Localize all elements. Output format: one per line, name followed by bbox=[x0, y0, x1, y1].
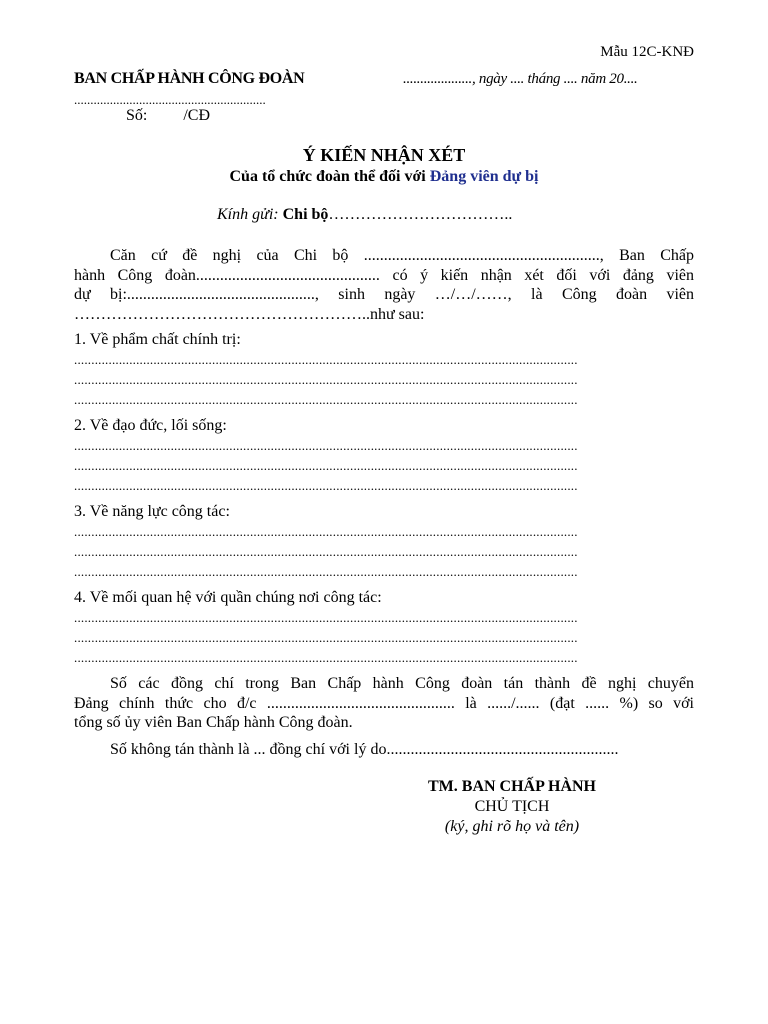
intro-line-4: ………………………………………………..như sau: bbox=[74, 305, 425, 323]
recipient-label: Kính gửi: bbox=[217, 206, 279, 223]
disapproval-paragraph bbox=[74, 740, 694, 760]
section-heading-1: 1. Về phẩm chất chính trị: bbox=[74, 331, 241, 348]
subtitle-highlight: Đảng viên dự bị bbox=[429, 168, 539, 185]
organization-name: BAN CHẤP HÀNH CÔNG ĐOÀN bbox=[74, 70, 305, 87]
section-4-line-3: .................................................................................................................................................. bbox=[74, 650, 578, 665]
approval-line-2: Đảng chính thức cho đ/c ............................................... là ....../...... (đạt ...... %) so với bbox=[74, 694, 694, 712]
section-1-line-1: .................................................................................................................................................. bbox=[74, 352, 578, 367]
approval-line-3: tổng số ủy viên Ban Chấp hành Công đoàn. bbox=[74, 714, 353, 731]
intro-line-1: Căn cứ đề nghị của Chi bộ ..........................................................., Ban Chấp bbox=[110, 247, 694, 264]
document-number-label: Số: bbox=[126, 107, 148, 124]
recipient-name: Chi bộ bbox=[282, 206, 329, 223]
signature-title: TM. BAN CHẤP HÀNH bbox=[428, 778, 596, 795]
section-4-line-1: .................................................................................................................................................. bbox=[74, 610, 578, 625]
section-3-line-1: .................................................................................................................................................. bbox=[74, 524, 578, 539]
intro-line-2: hành Công đoàn.............................................. có ý kiến nhận xét đối với đảng viên bbox=[74, 266, 694, 284]
section-2-line-2: .................................................................................................................................................. bbox=[74, 458, 578, 473]
document-subtitle bbox=[74, 168, 694, 186]
intro-line-3: dự bị:..............................................., sinh ngày …/…/……, là Công đoàn viên bbox=[74, 286, 694, 303]
signature-role: CHỦ TỊCH bbox=[474, 798, 550, 815]
section-3-line-2: .................................................................................................................................................. bbox=[74, 544, 578, 559]
section-heading-2: 2. Về đạo đức, lối sống: bbox=[74, 417, 227, 434]
organization-name-blank: ........................................................... bbox=[74, 92, 266, 107]
document-title: Ý KIẾN NHẬN XÉT bbox=[302, 145, 466, 165]
intro-paragraph bbox=[74, 246, 694, 324]
document-number bbox=[126, 107, 210, 125]
section-heading-4: 4. Về mối quan hệ với quần chúng nơi công tác: bbox=[74, 589, 382, 606]
subtitle-prefix: Của tổ chức đoàn thể đối với bbox=[229, 168, 430, 185]
section-1-line-3: .................................................................................................................................................. bbox=[74, 392, 578, 407]
disapproval-line: Số không tán thành là ... đồng chí với lý do.......................................................... bbox=[110, 741, 619, 758]
section-3-line-3: .................................................................................................................................................. bbox=[74, 564, 578, 579]
approval-line-1: Số các đồng chí trong Ban Chấp hành Công đoàn tán thành đề nghị chuyển bbox=[110, 675, 694, 692]
recipient-line bbox=[217, 206, 512, 224]
recipient-blank: …………………………….. bbox=[328, 206, 513, 223]
section-heading-3: 3. Về năng lực công tác: bbox=[74, 503, 230, 520]
section-2-line-3: .................................................................................................................................................. bbox=[74, 478, 578, 493]
section-1-line-2: .................................................................................................................................................. bbox=[74, 372, 578, 387]
signature-note: (ký, ghi rõ họ và tên) bbox=[444, 818, 580, 835]
section-2-line-1: .................................................................................................................................................. bbox=[74, 438, 578, 453]
date-line: ...................., ngày .... tháng .... năm 20.... bbox=[403, 71, 638, 87]
document-number-suffix: /CĐ bbox=[183, 107, 211, 124]
form-code: Mẫu 12C-KNĐ bbox=[600, 44, 694, 60]
section-4-line-2: .................................................................................................................................................. bbox=[74, 630, 578, 645]
approval-paragraph bbox=[74, 674, 694, 733]
